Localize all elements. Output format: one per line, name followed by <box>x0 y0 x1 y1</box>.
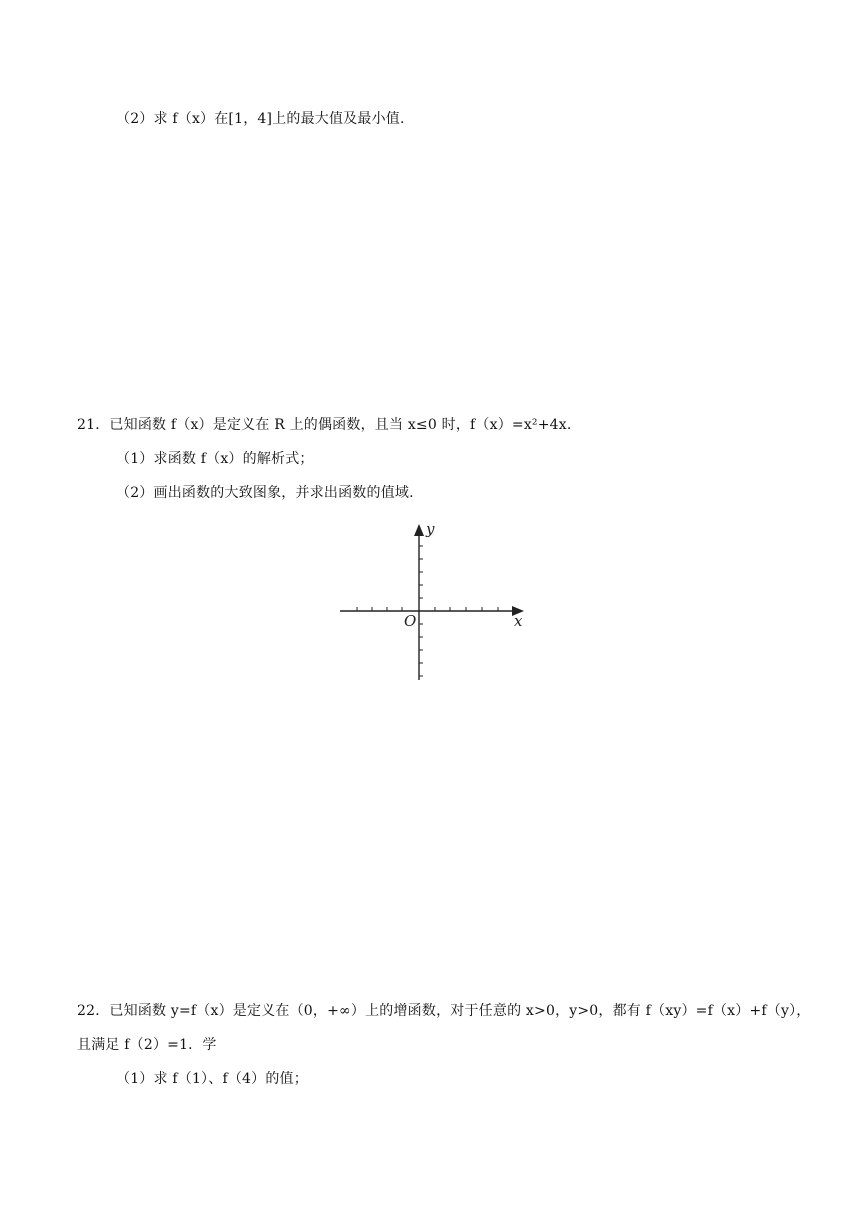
q22-stem-line1: 22．已知函数 y=f（x）是定义在（0，+∞）上的增函数，对于任意的 x>0，y>0，都有 f（xy）=f（x）+f（y）， <box>77 1003 811 1019</box>
q20-part2: （2）求 f（x）在[1，4]上的最大值及最小值. <box>116 111 405 127</box>
q22-part1: （1）求 f（1）、f（4）的值； <box>116 1071 308 1087</box>
q22-stem-line2: 且满足 f（2）=1．学 <box>77 1037 217 1053</box>
y-axis-label: y <box>426 520 435 538</box>
q21-stem: 21．已知函数 f（x）是定义在 R 上的偶函数，且当 x≤0 时，f（x）=x²+4x. <box>77 417 572 433</box>
q21-part1: （1）求函数 f（x）的解析式； <box>116 451 314 467</box>
coordinate-axes-figure <box>338 518 530 684</box>
q21-part2: （2）画出函数的大致图象，并求出函数的值域. <box>116 485 414 501</box>
y-axis-arrow <box>414 524 424 536</box>
x-axis-label: x <box>514 612 523 630</box>
axes-svg <box>338 518 530 684</box>
origin-label: O <box>404 612 417 630</box>
